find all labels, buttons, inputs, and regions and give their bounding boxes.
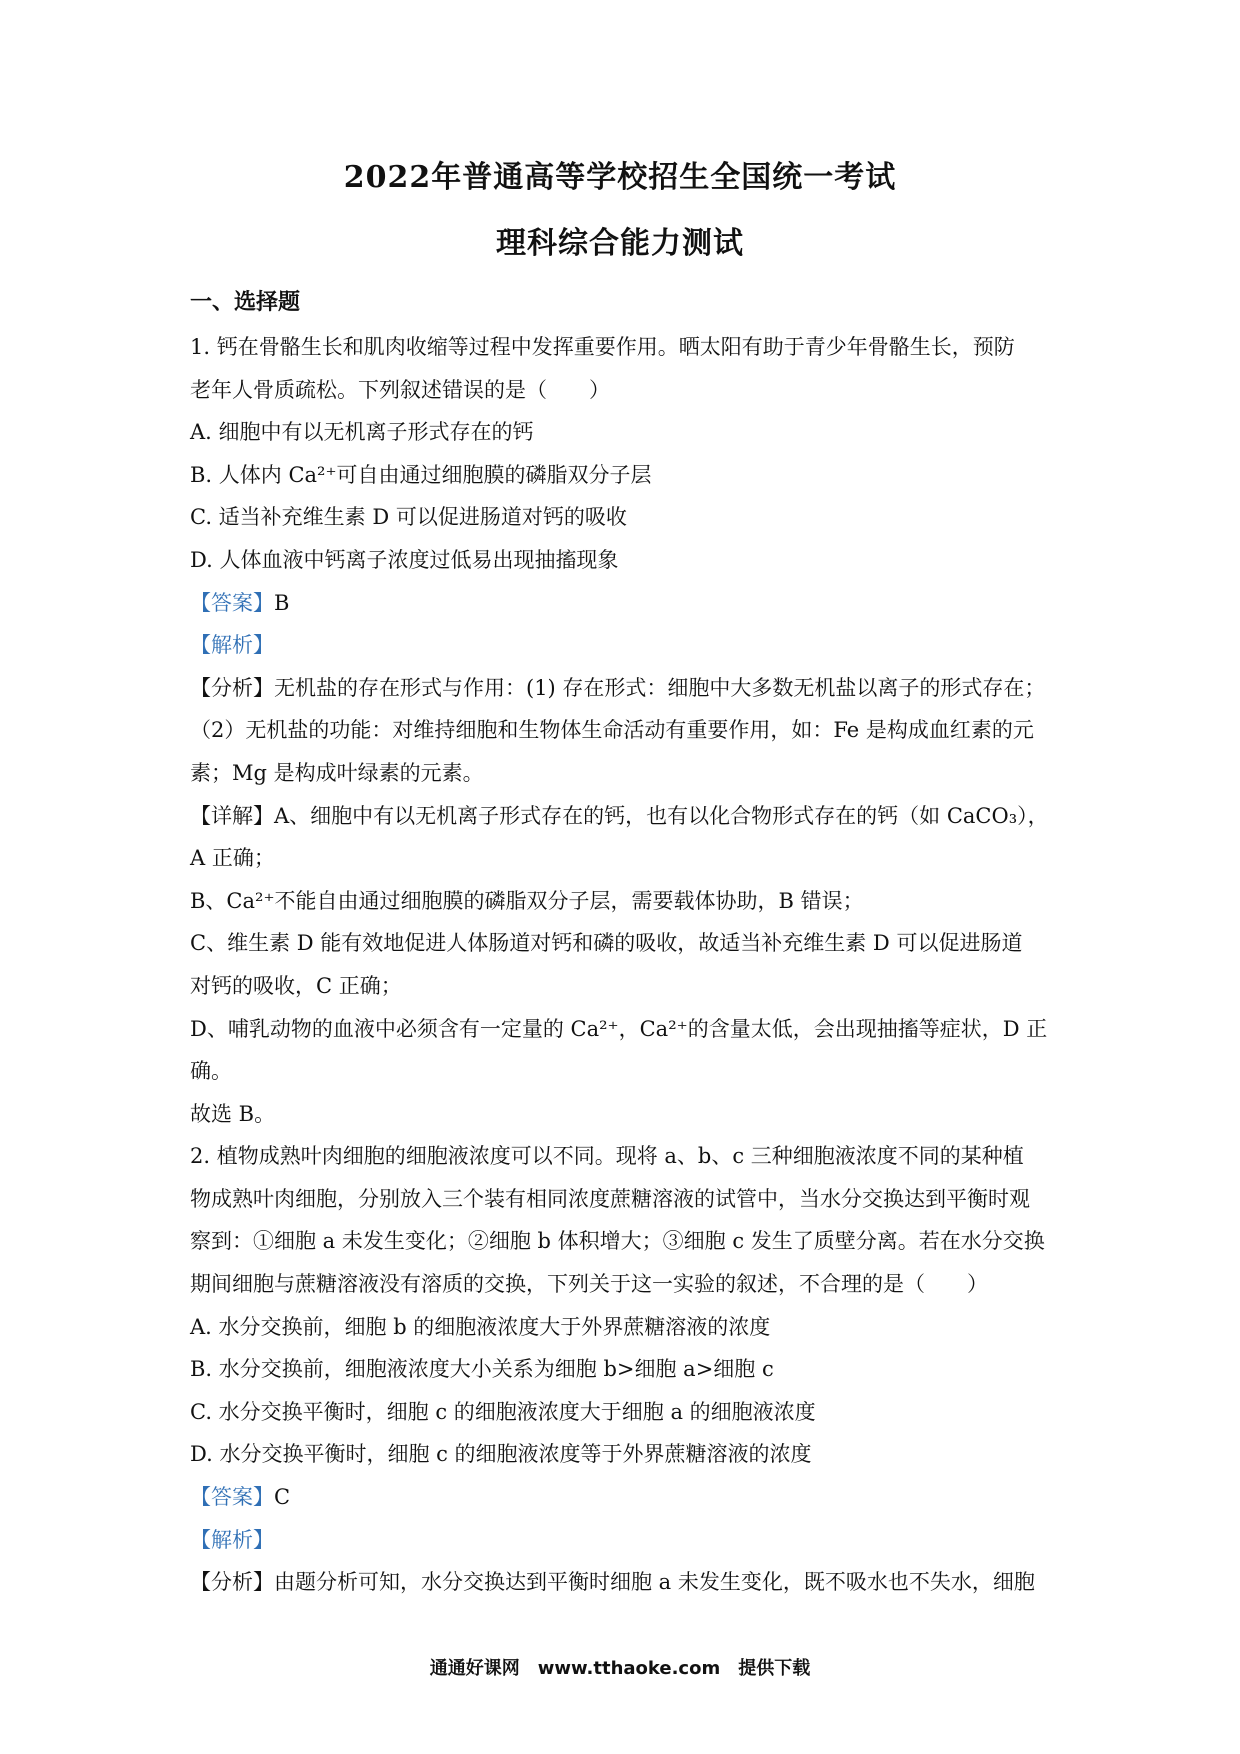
text-line <box>190 1178 1050 1221</box>
text-line <box>190 369 1050 412</box>
line-text: 2. 植物成熟叶肉细胞的细胞液浓度可以不同。现将 a、b、c 三种细胞液浓度不同的某种植 <box>190 1144 1024 1169</box>
line-text: A. 细胞中有以无机离子形式存在的钙 <box>190 420 534 445</box>
line-text: （2）无机盐的功能：对维持细胞和生物体生命活动有重要作用，如：Fe 是构成血红素的元 <box>190 718 1034 743</box>
line-text: D. 人体血液中钙离子浓度过低易出现抽搐现象 <box>190 547 619 572</box>
text-line <box>190 1263 1050 1306</box>
text-line <box>190 922 1050 965</box>
line-text: 1. 钙在骨骼生长和肌肉收缩等过程中发挥重要作用。晒太阳有助于青少年骨骼生长，预防 <box>190 335 1015 359</box>
line-text: 故选 B。 <box>190 1101 276 1126</box>
text-line <box>190 326 1050 369</box>
text-line <box>190 1093 1050 1136</box>
line-text: D. 水分交换平衡时，细胞 c 的细胞液浓度等于外界蔗糖溶液的浓度 <box>190 1442 812 1467</box>
text-line <box>190 1135 1050 1178</box>
text-line <box>190 1220 1050 1263</box>
text-line <box>190 539 1050 582</box>
line-text: D、哺乳动物的血液中必须含有一定量的 Ca²⁺，Ca²⁺的含量太低，会出现抽搐等症状，D 正 <box>190 1016 1048 1041</box>
section-tag: 【答案】 <box>190 590 274 615</box>
text-line <box>190 667 1050 710</box>
line-text: 对钙的吸收，C 正确； <box>190 973 402 998</box>
line-text: A. 水分交换前，细胞 b 的细胞液浓度大于外界蔗糖溶液的浓度 <box>190 1314 771 1339</box>
text-line <box>190 837 1050 880</box>
text-line <box>190 496 1050 539</box>
line-text: 【分析】无机盐的存在形式与作用：(1) 存在形式：细胞中大多数无机盐以离子的形式存在； <box>190 675 1046 700</box>
text-line <box>190 1476 1050 1519</box>
text-line <box>190 454 1050 497</box>
text-line <box>190 624 1050 667</box>
text-line <box>190 1008 1050 1051</box>
text-line <box>190 1050 1050 1093</box>
line-text: B <box>274 590 290 615</box>
document-body <box>190 326 1050 1604</box>
text-line <box>190 1391 1050 1434</box>
line-text: B. 水分交换前，细胞液浓度大小关系为细胞 b>细胞 a>细胞 c <box>190 1357 774 1382</box>
text-line <box>190 411 1050 454</box>
section-tag: 【解析】 <box>190 633 274 658</box>
text-line <box>190 1561 1050 1604</box>
text-line <box>190 709 1050 752</box>
footer-text: 通通好课网 www.tthaoke.com 提供下载 <box>429 1658 811 1679</box>
text-line <box>190 752 1050 795</box>
text-line <box>190 1348 1050 1391</box>
section-tag: 【解析】 <box>190 1527 274 1552</box>
line-text: 物成熟叶肉细胞，分别放入三个装有相同浓度蔗糖溶液的试管中，当水分交换达到平衡时观 <box>190 1186 1030 1211</box>
line-text: 期间细胞与蔗糖溶液没有溶质的交换，下列关于这一实验的叙述，不合理的是（ ） <box>190 1272 988 1297</box>
text-line <box>190 1306 1050 1349</box>
line-text: C <box>274 1485 291 1510</box>
text-line <box>190 880 1050 923</box>
line-text: 老年人骨质疏松。下列叙述错误的是（ ） <box>190 377 610 402</box>
page-title: 2022年普通高等学校招生全国统一考试 <box>343 160 897 195</box>
text-line <box>190 965 1050 1008</box>
text-line <box>190 1519 1050 1562</box>
line-text: B、Ca²⁺不能自由通过细胞膜的磷脂双分子层，需要载体协助，B 错误； <box>190 888 864 913</box>
line-text: 【分析】由题分析可知，水分交换达到平衡时细胞 a 未发生变化，既不吸水也不失水，细胞 <box>190 1570 1035 1595</box>
text-line <box>190 795 1050 838</box>
line-text: C、维生素 D 能有效地促进人体肠道对钙和磷的吸收，故适当补充维生素 D 可以促进肠道 <box>190 931 1023 956</box>
line-text: A 正确； <box>190 846 275 871</box>
text-line <box>190 1433 1050 1476</box>
line-text: 素；Mg 是构成叶绿素的元素。 <box>190 760 484 785</box>
line-text: C. 水分交换平衡时，细胞 c 的细胞液浓度大于细胞 a 的细胞液浓度 <box>190 1399 816 1424</box>
line-text: B. 人体内 Ca²⁺可自由通过细胞膜的磷脂双分子层 <box>190 462 652 487</box>
line-text: 察到：①细胞 a 未发生变化；②细胞 b 体积增大；③细胞 c 发生了质壁分离。若在水分交换 <box>190 1229 1045 1254</box>
page-subtitle: 理科综合能力测试 <box>496 226 744 261</box>
section-heading: 一、选择题 <box>190 289 301 315</box>
line-text: 【详解】A、细胞中有以无机离子形式存在的钙，也有以化合物形式存在的钙（如 CaCO₃）， <box>190 803 1049 828</box>
text-line <box>190 582 1050 625</box>
line-text: C. 适当补充维生素 D 可以促进肠道对钙的吸收 <box>190 505 627 530</box>
section-tag: 【答案】 <box>190 1485 274 1510</box>
line-text: 确。 <box>190 1059 232 1084</box>
